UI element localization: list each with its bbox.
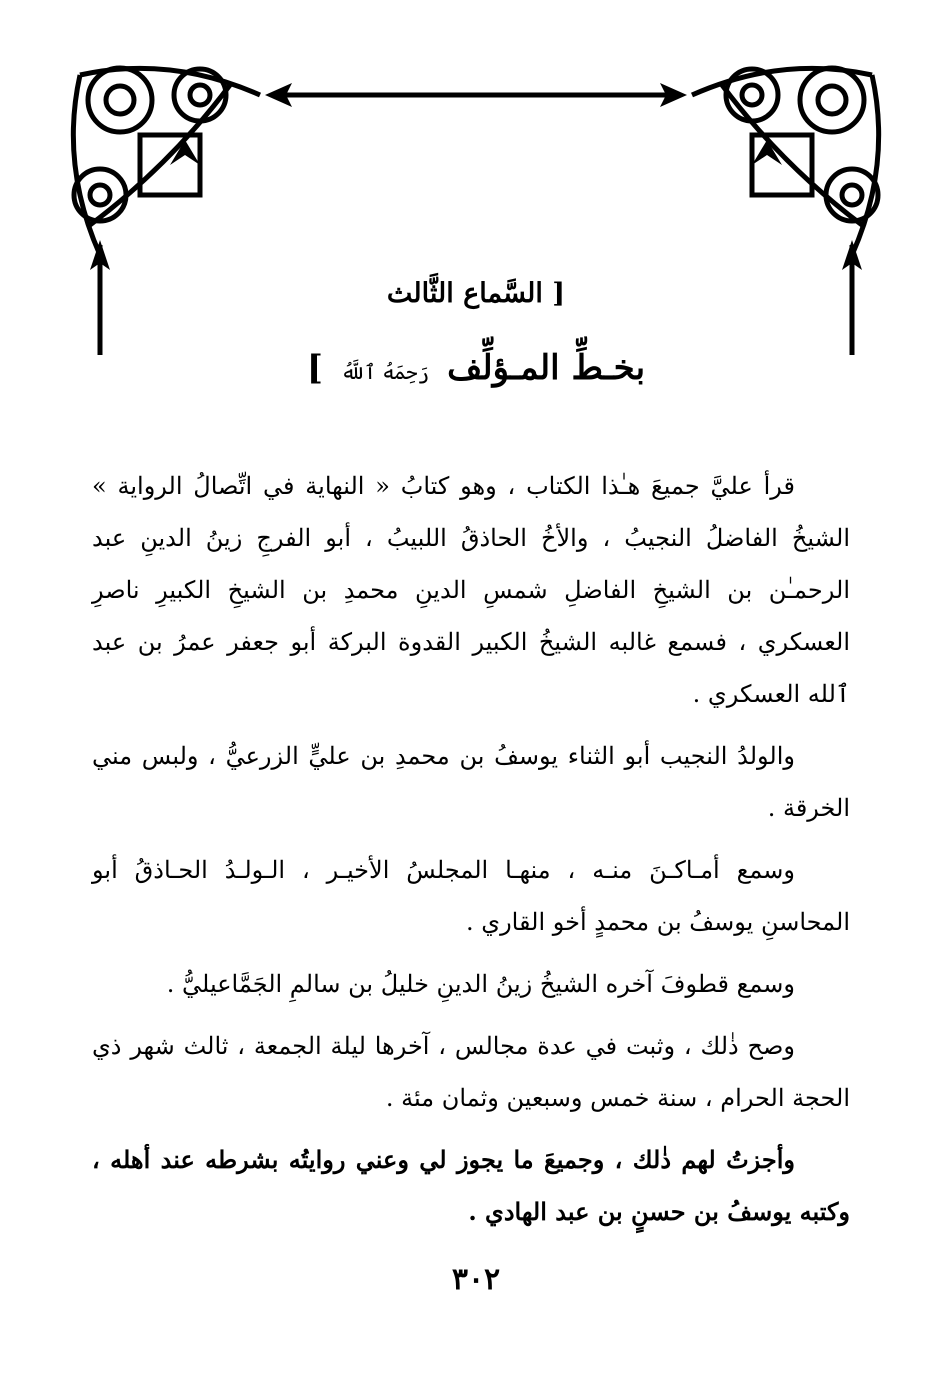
section-subtitle (0, 348, 952, 388)
section-subtitle-text: بخـطِّ المـؤلِّف (447, 348, 646, 388)
section-title (0, 278, 952, 309)
paragraph-bold: وأجزتُ لهم ذٰلك ، وجميعَ ما يجوز لي وعني روايتُه بشرطه عند أهله ، وكتبه يوسفُ بن حسنٍ بن عبد الهادي . (92, 1145, 850, 1226)
paragraph: وسمع قطوفَ آخره الشيخُ زينُ الدينِ خليلُ بن سالمِ الجَمَّاعيليُّ . (166, 970, 795, 998)
closing-bracket: ] (306, 348, 323, 388)
paragraph: قرأ عليَّ جميعَ هـٰذا الكتاب ، وهو كتابُ « النهاية في اتِّصالُ الرواية » الشيخُ الفاضلُ النجيبُ ، والأخُ الحاذقُ اللبيبُ ، أبو الفرجِ زينُ الدينِ عبد الرحمـٰن بن الشيخِ الفاضلِ شمسِ الدينِ محمدِ بن الشيخِ الكبيرِ ناصرِ العسكري ، فسمع غالبه الشيخُ الكبير القدوة البركة أبو جعفر عمرُ بن عبد ٱلله العسكري . (92, 472, 850, 708)
section-title-text: [ السَّماع الثَّالث (386, 278, 566, 309)
body-text (92, 460, 850, 1248)
paragraph: وصح ذٰلك ، وثبت في عدة مجالس ، آخرها ليلة الجمعة ، ثالث شهر ذي الحجة الحرام ، سنة خمس وسبعين وثمان مئة . (92, 1032, 850, 1112)
ornamental-frame-icon (60, 55, 892, 375)
paragraph: وسمع أمـاكـنَ منـه ، منهـا المجلسُ الأخيـر ، الـولـدُ الحـاذقُ أبو المحاسنِ يوسفُ بن محمدٍ أخو القاري . (92, 856, 850, 936)
paragraph: والولدُ النجيب أبو الثناء يوسفُ بن محمدِ بن عليٍّ الزرعيُّ ، ولبس مني الخرقة . (92, 742, 850, 822)
page-number: ٣٠٢ (451, 1262, 501, 1297)
honorific-text: رَحِمَهُ ٱللَّهُ (340, 360, 430, 384)
